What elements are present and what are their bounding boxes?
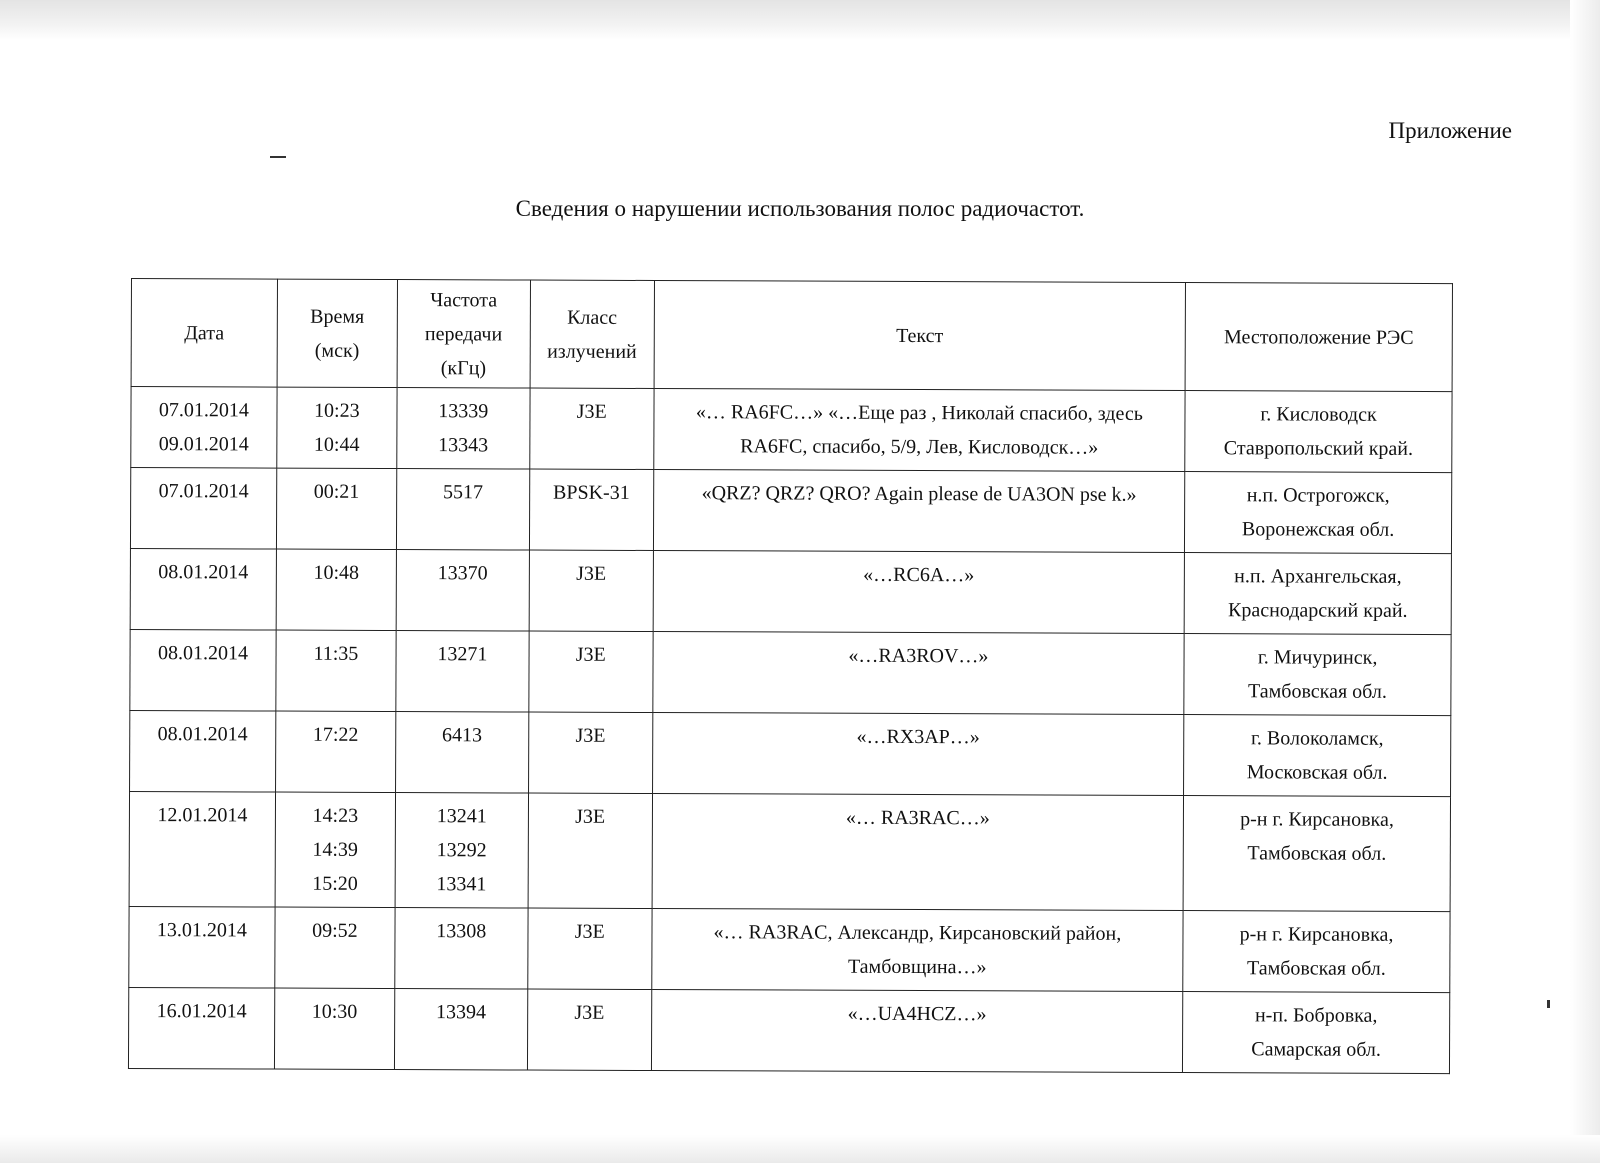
table-row bbox=[130, 548, 1451, 634]
header-date: Дата bbox=[131, 279, 277, 388]
frequency-cell: 13241 13292 13341 bbox=[395, 793, 528, 909]
time-cell: 00:21 bbox=[276, 468, 396, 549]
frequency-cell: 13271 bbox=[396, 631, 529, 713]
location-cell: г. Мичуринск, Тамбовская обл. bbox=[1184, 634, 1451, 716]
date-cell: 08.01.2014 bbox=[130, 629, 276, 711]
location-cell: р-н г. Кирсановка, Тамбовская обл. bbox=[1183, 796, 1450, 912]
time-cell: 10:30 bbox=[274, 988, 394, 1069]
header-row bbox=[131, 279, 1452, 392]
emission-class-cell: J3E bbox=[527, 989, 651, 1070]
emission-class-cell: J3E bbox=[528, 908, 652, 989]
header-text: Текст bbox=[654, 281, 1186, 391]
text-cell: «…RC6A…» bbox=[653, 551, 1185, 634]
header-time: Время (мск) bbox=[277, 279, 397, 387]
text-cell: «…RA3ROV…» bbox=[653, 632, 1185, 715]
document-title: Сведения о нарушении использования полос радиочастот. bbox=[515, 196, 1085, 221]
emission-class-cell: J3E bbox=[529, 550, 653, 631]
text-cell: «… RA3RAC…» bbox=[652, 794, 1184, 911]
table-row bbox=[129, 791, 1450, 911]
frequency-cell: 6413 bbox=[395, 712, 528, 794]
appendix-label: Приложение bbox=[1388, 118, 1512, 143]
date-cell: 08.01.2014 bbox=[130, 548, 276, 630]
scan-speck bbox=[270, 156, 286, 158]
time-cell: 10:48 bbox=[276, 549, 396, 630]
time-cell: 09:52 bbox=[275, 907, 395, 988]
time-cell: 10:23 10:44 bbox=[277, 387, 397, 468]
emission-class-cell: BPSK-31 bbox=[529, 469, 653, 550]
header-emission-class: Класс излучений bbox=[530, 280, 654, 388]
time-cell: 11:35 bbox=[276, 630, 396, 711]
date-cell: 07.01.2014 bbox=[130, 468, 276, 550]
frequency-cell: 5517 bbox=[396, 469, 529, 551]
frequency-cell: 13370 bbox=[396, 550, 529, 632]
violations-table bbox=[128, 278, 1453, 1074]
location-cell: г. Волоколамск, Московская обл. bbox=[1184, 715, 1451, 797]
date-cell: 07.01.2014 09.01.2014 bbox=[131, 387, 277, 469]
location-cell: г. Кисловодск Ставропольский край. bbox=[1185, 391, 1452, 473]
scan-speck bbox=[1547, 1000, 1550, 1008]
time-cell: 14:23 14:39 15:20 bbox=[275, 792, 395, 907]
text-cell: «QRZ? QRZ? QRO? Again please de UA3ON pse k.» bbox=[653, 470, 1185, 553]
table-row bbox=[131, 387, 1452, 473]
date-cell: 16.01.2014 bbox=[128, 987, 274, 1069]
text-cell: «…RX3AP…» bbox=[652, 713, 1184, 796]
emission-class-cell: J3E bbox=[530, 388, 654, 469]
date-cell: 08.01.2014 bbox=[130, 710, 276, 792]
scan-edge-bottom bbox=[0, 1135, 1600, 1163]
text-cell: «…UA4HCZ…» bbox=[651, 990, 1183, 1073]
table-row bbox=[129, 906, 1450, 992]
table-row bbox=[130, 468, 1451, 554]
scan-edge-top bbox=[0, 0, 1600, 40]
header-location: Местоположение РЭС bbox=[1185, 283, 1452, 392]
location-cell: н.п. Архангельская, Краснодарский край. bbox=[1184, 553, 1451, 635]
scan-edge-right bbox=[1570, 0, 1600, 1163]
frequency-cell: 13394 bbox=[394, 989, 527, 1071]
table-row bbox=[130, 710, 1451, 796]
table-row bbox=[130, 629, 1451, 715]
text-cell: «… RA3RAC, Александр, Кирсановский район, Тамбовщина…» bbox=[651, 909, 1183, 992]
date-cell: 13.01.2014 bbox=[129, 906, 275, 988]
location-cell: р-н г. Кирсановка, Тамбовская обл. bbox=[1183, 911, 1450, 993]
frequency-cell: 13339 13343 bbox=[397, 388, 530, 470]
emission-class-cell: J3E bbox=[529, 631, 653, 712]
date-cell: 12.01.2014 bbox=[129, 791, 275, 907]
location-cell: н.п. Острогожск, Воронежская обл. bbox=[1185, 472, 1452, 554]
emission-class-cell: J3E bbox=[528, 712, 652, 793]
header-frequency: Частота передачи (кГц) bbox=[397, 280, 530, 389]
text-cell: «… RA6FC…» «…Еще раз , Николай спасибо, здесь RA6FC, спасибо, 5/9, Лев, Кисловодск…» bbox=[653, 389, 1185, 472]
emission-class-cell: J3E bbox=[528, 793, 652, 908]
table-row bbox=[128, 987, 1449, 1073]
time-cell: 17:22 bbox=[275, 711, 395, 792]
location-cell: н-п. Бобровка, Самарская обл. bbox=[1183, 992, 1450, 1074]
frequency-cell: 13308 bbox=[395, 908, 528, 990]
